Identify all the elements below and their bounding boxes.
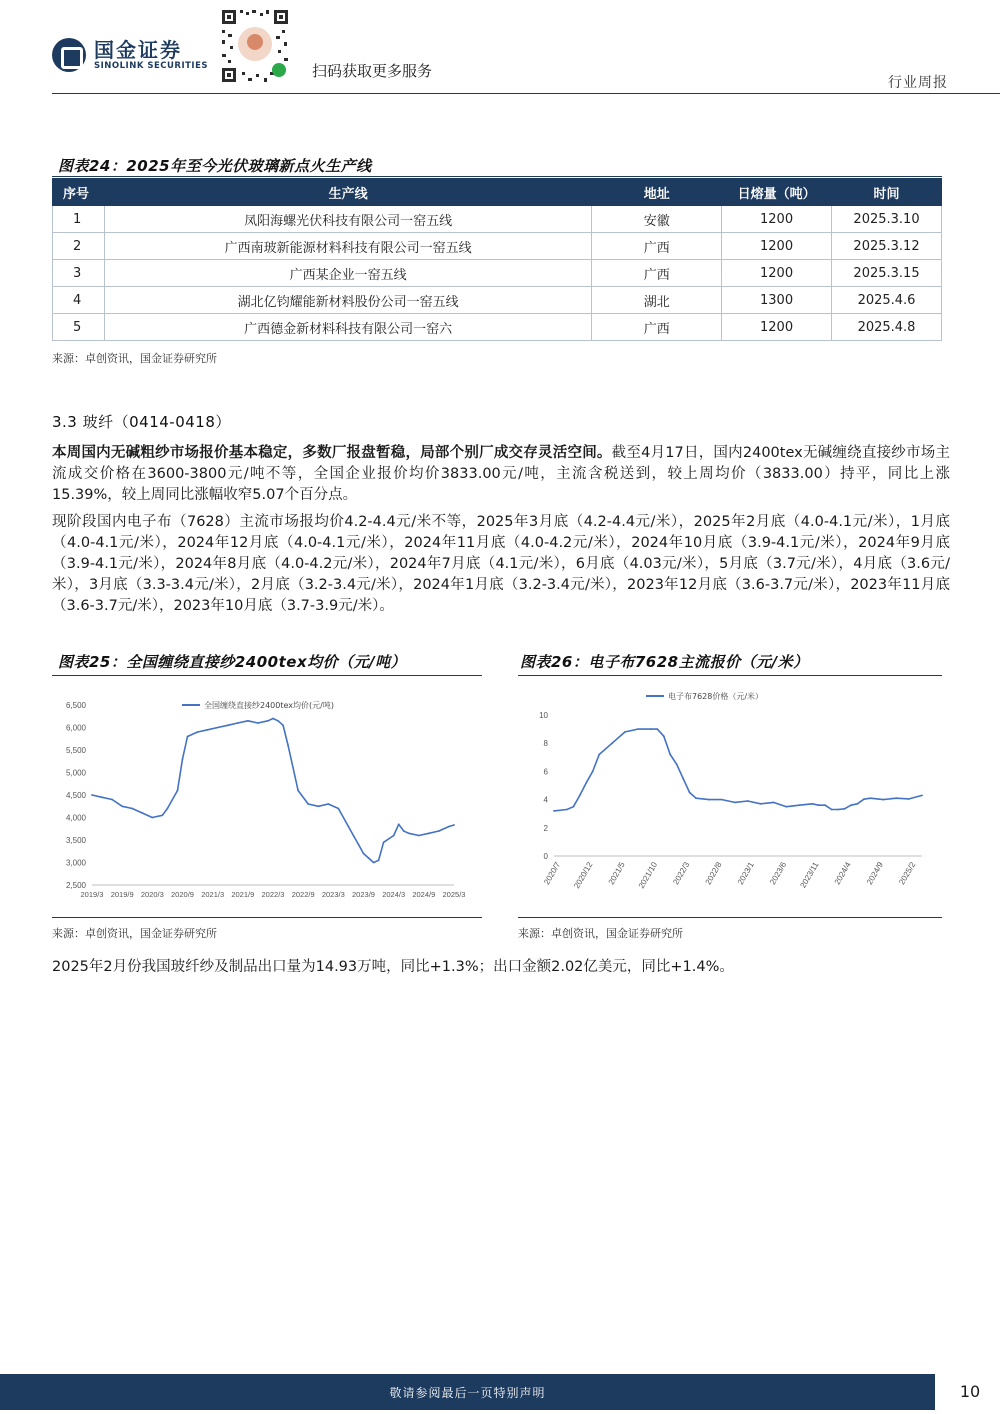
x-tick-label: 2019/9 (110, 890, 134, 899)
y-tick-label: 6 (543, 767, 548, 777)
cell-date: 2025.3.10 (832, 206, 942, 233)
cell-date: 2025.4.6 (832, 287, 942, 314)
data-point (695, 797, 697, 799)
data-point (863, 798, 865, 800)
data-point (403, 830, 405, 832)
x-tick-label: 2022/3 (671, 860, 692, 887)
cell-line: 广西某企业一窑五线 (104, 260, 591, 287)
x-tick-label: 2023/1 (735, 860, 756, 887)
x-tick-label: 2020/3 (140, 890, 164, 899)
cell-location: 广西 (592, 233, 722, 260)
data-point (197, 731, 199, 733)
data-point (598, 754, 600, 756)
data-point (857, 803, 859, 805)
table-row (53, 206, 942, 233)
x-tick-label: 2022/8 (703, 860, 724, 887)
cell-location: 安徽 (592, 206, 722, 233)
data-point (182, 758, 184, 760)
x-tick-label: 2021/3 (201, 890, 225, 899)
cell-index: 5 (53, 314, 105, 341)
data-point (448, 826, 450, 828)
table-row (53, 260, 942, 287)
y-tick-label: 4 (543, 795, 548, 805)
data-point (837, 809, 839, 811)
data-point (237, 722, 239, 724)
cell-location: 湖北 (592, 287, 722, 314)
data-point (721, 799, 723, 801)
data-point (824, 804, 826, 806)
fig25-caption: 图表25：全国缠绕直接纱2400tex均价（元/吨） (58, 653, 407, 671)
table-row (53, 287, 942, 314)
x-tick-label: 2024/4 (832, 860, 853, 887)
fig26-caption: 图表26：电子布7628主流报价（元/米） (520, 653, 809, 671)
fig24-source: 来源：卓创资讯，国金证券研究所 (52, 352, 217, 365)
data-point (131, 808, 133, 810)
data-point (101, 796, 103, 798)
cell-index: 3 (53, 260, 105, 287)
logo-icon (52, 38, 86, 72)
x-tick-label: 2021/9 (231, 890, 255, 899)
fig25-chart (52, 680, 482, 915)
data-point (307, 803, 309, 805)
data-point (353, 835, 355, 837)
y-tick-label: 3,500 (65, 836, 86, 845)
data-point (760, 803, 762, 805)
x-tick-label: 2023/11 (798, 860, 821, 890)
data-point (398, 823, 400, 825)
fig26-rule (518, 675, 942, 676)
paragraph-1-lead: 本周国内无碱粗纱市场报价基本稳定，多数厂报盘暂稳，局部个别厂成交存灵活空间。 (52, 445, 612, 461)
data-point (908, 798, 910, 800)
data-point (317, 805, 319, 807)
data-point (287, 745, 289, 747)
fig25-chart-svg (52, 680, 482, 915)
fig24-rule (52, 176, 942, 177)
cell-line: 湖北亿钧耀能新材料股份公司一窑五线 (104, 287, 591, 314)
production-line-table (52, 178, 942, 341)
y-tick-label: 2,500 (65, 881, 86, 890)
data-point (747, 800, 749, 802)
data-point (611, 742, 613, 744)
x-tick-label: 2025/2 (897, 860, 918, 887)
data-point (682, 778, 684, 780)
data-point (870, 797, 872, 799)
data-point (348, 826, 350, 828)
table-row (53, 314, 942, 341)
cell-capacity: 1300 (722, 287, 832, 314)
data-point (585, 782, 587, 784)
footer-disclaimer: 敬请参阅最后一页特别声明 (389, 1386, 546, 1400)
page-header (0, 0, 1000, 96)
data-point (579, 795, 581, 797)
data-point (428, 832, 430, 834)
data-point (669, 754, 671, 756)
data-point (267, 720, 269, 722)
data-point (187, 736, 189, 738)
data-point (689, 792, 691, 794)
data-point (811, 803, 813, 805)
data-point (227, 724, 229, 726)
fig25-bottom-rule (52, 917, 482, 918)
data-point (882, 799, 884, 801)
data-point (373, 862, 375, 864)
data-point (650, 728, 652, 730)
x-tick-label: 2020/9 (171, 890, 194, 899)
y-tick-label: 5,500 (65, 746, 86, 755)
data-point (297, 790, 299, 792)
data-point (272, 718, 274, 720)
col-header-index: 序号 (53, 179, 105, 206)
document-type: 行业周报 (888, 75, 948, 91)
data-point (408, 832, 410, 834)
series-line (92, 719, 454, 863)
paragraph-1-body: 截至4月17日，国内2400tex无碱缠绕直接纱市场主流成交价格在3600-3800元/吨不等，全国企业报价均价3833.00元/吨，主流含税送到，较上周均价（3833.00）持平，同比上涨15.39%，较上周同比涨幅收窄5.07个百分点。 (52, 445, 950, 503)
page-number: 10 (959, 1382, 981, 1401)
cell-date: 2025.4.8 (832, 314, 942, 341)
y-tick-label: 8 (543, 739, 548, 749)
qr-label: 扫码获取更多服务 (312, 62, 433, 80)
data-point (624, 731, 626, 733)
data-point (121, 805, 123, 807)
legend-label: 电子布7628价格（元/米） (668, 692, 764, 701)
table-row (53, 233, 942, 260)
data-point (637, 728, 639, 730)
data-point (327, 803, 329, 805)
data-point (393, 835, 395, 837)
cell-capacity: 1200 (722, 260, 832, 287)
x-tick-label: 2024/9 (864, 860, 885, 887)
data-point (663, 735, 665, 737)
data-point (338, 808, 340, 810)
data-point (177, 790, 179, 792)
data-point (656, 728, 658, 730)
data-point (438, 830, 440, 832)
cell-line: 凤阳海螺光伏科技有限公司一窑五线 (104, 206, 591, 233)
data-point (895, 797, 897, 799)
x-tick-label: 2023/3 (321, 890, 345, 899)
data-point (247, 720, 249, 722)
x-tick-label: 2022/9 (291, 890, 315, 899)
cell-line: 广西南玻新能源材料科技有限公司一窑五线 (104, 233, 591, 260)
data-point (844, 808, 846, 810)
x-tick-label: 2024/3 (382, 890, 406, 899)
y-tick-label: 3,000 (65, 858, 86, 868)
data-point (818, 804, 820, 806)
y-tick-label: 6,000 (65, 723, 86, 733)
x-tick-label: 2019/3 (80, 890, 104, 899)
data-point (566, 809, 568, 811)
data-point (850, 804, 852, 806)
data-point (921, 795, 923, 797)
page-footer (0, 1374, 1000, 1414)
fig25-source: 来源：卓创资讯，国金证券研究所 (52, 927, 217, 940)
data-point (111, 799, 113, 801)
col-header-capacity: 日熔量（吨） (722, 179, 832, 206)
data-point (282, 724, 284, 726)
x-tick-label: 2023/9 (352, 890, 375, 899)
data-point (418, 835, 420, 837)
x-tick-label: 2020/7 (542, 860, 563, 887)
y-tick-label: 2 (543, 823, 548, 833)
data-point (831, 809, 833, 811)
data-point (378, 859, 380, 861)
section-title: 3.3 玻纤（0414-0418） (52, 413, 231, 431)
fig26-bottom-rule (518, 917, 942, 918)
data-point (277, 720, 279, 722)
paragraph-3: 2025年2月份我国玻纤纱及制品出口量为14.93万吨，同比+1.3%；出口金额2.02亿美元，同比+1.4%。 (52, 959, 734, 975)
fig24-caption: 图表24：2025年至今光伏玻璃新点火生产线 (58, 157, 372, 175)
cell-location: 广西 (592, 314, 722, 341)
data-point (573, 806, 575, 808)
y-tick-label: 10 (539, 711, 548, 720)
data-point (368, 857, 370, 859)
header-divider (52, 93, 1000, 94)
data-point (676, 763, 678, 765)
fig25-rule (52, 675, 482, 676)
y-tick-label: 5,000 (65, 768, 86, 778)
y-tick-label: 4,000 (65, 813, 86, 823)
data-point (141, 812, 143, 814)
cell-capacity: 1200 (722, 233, 832, 260)
data-point (383, 841, 385, 843)
data-point (162, 814, 164, 816)
x-tick-label: 2020/12 (572, 860, 595, 891)
x-tick-label: 2024/9 (412, 890, 436, 899)
cell-capacity: 1200 (722, 206, 832, 233)
col-header-location: 地址 (592, 179, 722, 206)
logo-english-name: SINOLINK SECURITIES (94, 60, 209, 71)
data-point (453, 824, 455, 826)
data-point (217, 727, 219, 729)
x-tick-label: 2022/3 (261, 890, 285, 899)
company-logo (52, 38, 208, 72)
logo-chinese-name: 国金证券 (94, 37, 182, 62)
cell-location: 广西 (592, 260, 722, 287)
series-line (554, 729, 922, 811)
data-point (553, 810, 555, 812)
cell-date: 2025.3.12 (832, 233, 942, 260)
table-header-row (53, 179, 942, 206)
y-tick-label: 4,500 (65, 791, 86, 800)
col-header-date: 时间 (832, 179, 942, 206)
data-point (91, 794, 93, 796)
x-tick-label: 2025/3 (442, 890, 466, 899)
paragraph-2: 现阶段国内电子布（7628）主流市场报均价4.2-4.4元/米不等，2025年3月底（4.2-4.4元/米），2025年2月底（4.0-4.1元/米），1月底（4.0-4.1元/米），2024年12月底（4.0-4.1元/米），2024年11月底（4.0-4.2元/米），2024年10月底（3.9-4.1元/米），2024年9月底（3.9-4.1元/米），2024年8月底（4.0-4.2元/米），2024年7月底（4.1元/米），6月底（4.03元/米），5月底（3.7元/米），4月底（3.6元/米），3月底（3.3-3.4元/米），2月底（3.2-3.4元/米），2024年1月底（3.2-3.4元/米），2023年12月底（3.6-3.7元/米），2023年11月底（3.6-3.7元/米），2023年10月底（3.7-3.9元/米）。 (52, 514, 950, 614)
data-point (708, 799, 710, 801)
cell-index: 1 (53, 206, 105, 233)
data-point (207, 729, 209, 731)
x-tick-label: 2021/5 (606, 860, 627, 887)
cell-index: 2 (53, 233, 105, 260)
data-point (363, 853, 365, 855)
data-point (786, 806, 788, 808)
col-header-line: 生产线 (104, 179, 591, 206)
data-point (798, 804, 800, 806)
y-tick-label: 6,500 (65, 701, 86, 710)
x-tick-label: 2021/10 (636, 860, 660, 891)
fig26-chart-svg (518, 680, 942, 915)
cell-line: 广西德金新材料科技有限公司一窑六 (104, 314, 591, 341)
legend-label: 全国缠绕直接纱2400tex均价(元/吨) (204, 701, 334, 710)
cell-index: 4 (53, 287, 105, 314)
x-tick-label: 2023/6 (768, 860, 789, 887)
data-point (257, 722, 259, 724)
data-point (358, 844, 360, 846)
fig26-chart (518, 680, 942, 915)
data-point (151, 817, 153, 819)
paragraph-1 (52, 443, 950, 506)
qr-code-icon[interactable] (218, 6, 292, 86)
data-point (167, 808, 169, 810)
data-point (734, 802, 736, 804)
cell-capacity: 1200 (722, 314, 832, 341)
fig26-source: 来源：卓创资讯，国金证券研究所 (518, 927, 683, 940)
data-point (592, 771, 594, 773)
cell-date: 2025.3.15 (832, 260, 942, 287)
data-point (773, 802, 775, 804)
y-tick-label: 0 (543, 852, 548, 861)
